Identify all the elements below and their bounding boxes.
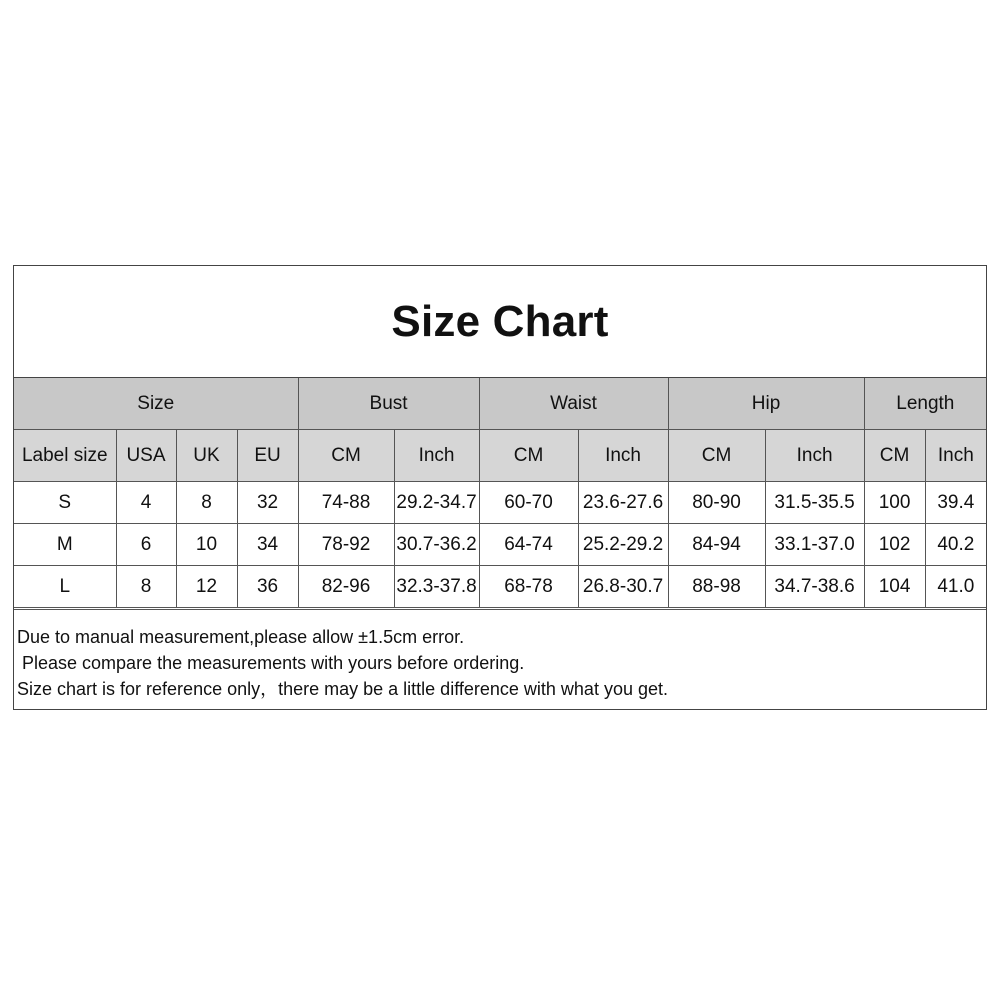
table-cell: 33.1-37.0 [765, 524, 864, 566]
group-header-row [14, 378, 986, 430]
table-cell: 78-92 [298, 524, 394, 566]
table-cell: 12 [176, 566, 237, 608]
table-cell: S [14, 482, 116, 524]
table-cell: M [14, 524, 116, 566]
header-bust: Bust [298, 378, 479, 430]
note-reference-only: Size chart is for reference only，there may be a little difference with what you get. [17, 679, 668, 699]
col-hip-inch: Inch [765, 430, 864, 482]
col-length-cm: CM [864, 430, 925, 482]
notes-section [14, 609, 986, 709]
table-cell: 36 [237, 566, 298, 608]
table-cell: 39.4 [925, 482, 986, 524]
col-bust-cm: CM [298, 430, 394, 482]
table-cell: 104 [864, 566, 925, 608]
note-compare-measurements: Please compare the measurements with yours before ordering. [17, 653, 525, 673]
size-table [14, 378, 986, 608]
table-cell: 8 [116, 566, 176, 608]
table-cell: 34 [237, 524, 298, 566]
header-hip: Hip [668, 378, 864, 430]
table-cell: 80-90 [668, 482, 765, 524]
note-measurement-error: Due to manual measurement,please allow ±1.5cm error. [17, 627, 465, 647]
table-cell: 32.3-37.8 [394, 566, 479, 608]
table-cell: 31.5-35.5 [765, 482, 864, 524]
table-cell: 40.2 [925, 524, 986, 566]
table-cell: 30.7-36.2 [394, 524, 479, 566]
table-cell: 68-78 [479, 566, 578, 608]
header-waist: Waist [479, 378, 668, 430]
table-row [14, 566, 986, 608]
table-cell: 4 [116, 482, 176, 524]
table-row [14, 524, 986, 566]
table-cell: 6 [116, 524, 176, 566]
col-label-size: Label size [14, 430, 116, 482]
table-cell: 100 [864, 482, 925, 524]
table-cell: 64-74 [479, 524, 578, 566]
table-cell: 84-94 [668, 524, 765, 566]
table-row [14, 482, 986, 524]
header-length: Length [864, 378, 986, 430]
chart-title: Size Chart [14, 266, 986, 378]
col-eu: EU [237, 430, 298, 482]
table-cell: L [14, 566, 116, 608]
table-cell: 102 [864, 524, 925, 566]
header-size: Size [14, 378, 298, 430]
col-uk: UK [176, 430, 237, 482]
table-cell: 10 [176, 524, 237, 566]
unit-header-row [14, 430, 986, 482]
table-cell: 26.8-30.7 [578, 566, 668, 608]
size-chart [13, 265, 987, 710]
table-cell: 41.0 [925, 566, 986, 608]
col-waist-inch: Inch [578, 430, 668, 482]
table-cell: 88-98 [668, 566, 765, 608]
table-cell: 8 [176, 482, 237, 524]
col-bust-inch: Inch [394, 430, 479, 482]
table-cell: 32 [237, 482, 298, 524]
col-length-inch: Inch [925, 430, 986, 482]
table-cell: 74-88 [298, 482, 394, 524]
table-cell: 34.7-38.6 [765, 566, 864, 608]
table-cell: 23.6-27.6 [578, 482, 668, 524]
col-waist-cm: CM [479, 430, 578, 482]
table-cell: 60-70 [479, 482, 578, 524]
table-cell: 82-96 [298, 566, 394, 608]
col-hip-cm: CM [668, 430, 765, 482]
table-cell: 29.2-34.7 [394, 482, 479, 524]
table-cell: 25.2-29.2 [578, 524, 668, 566]
col-usa: USA [116, 430, 176, 482]
